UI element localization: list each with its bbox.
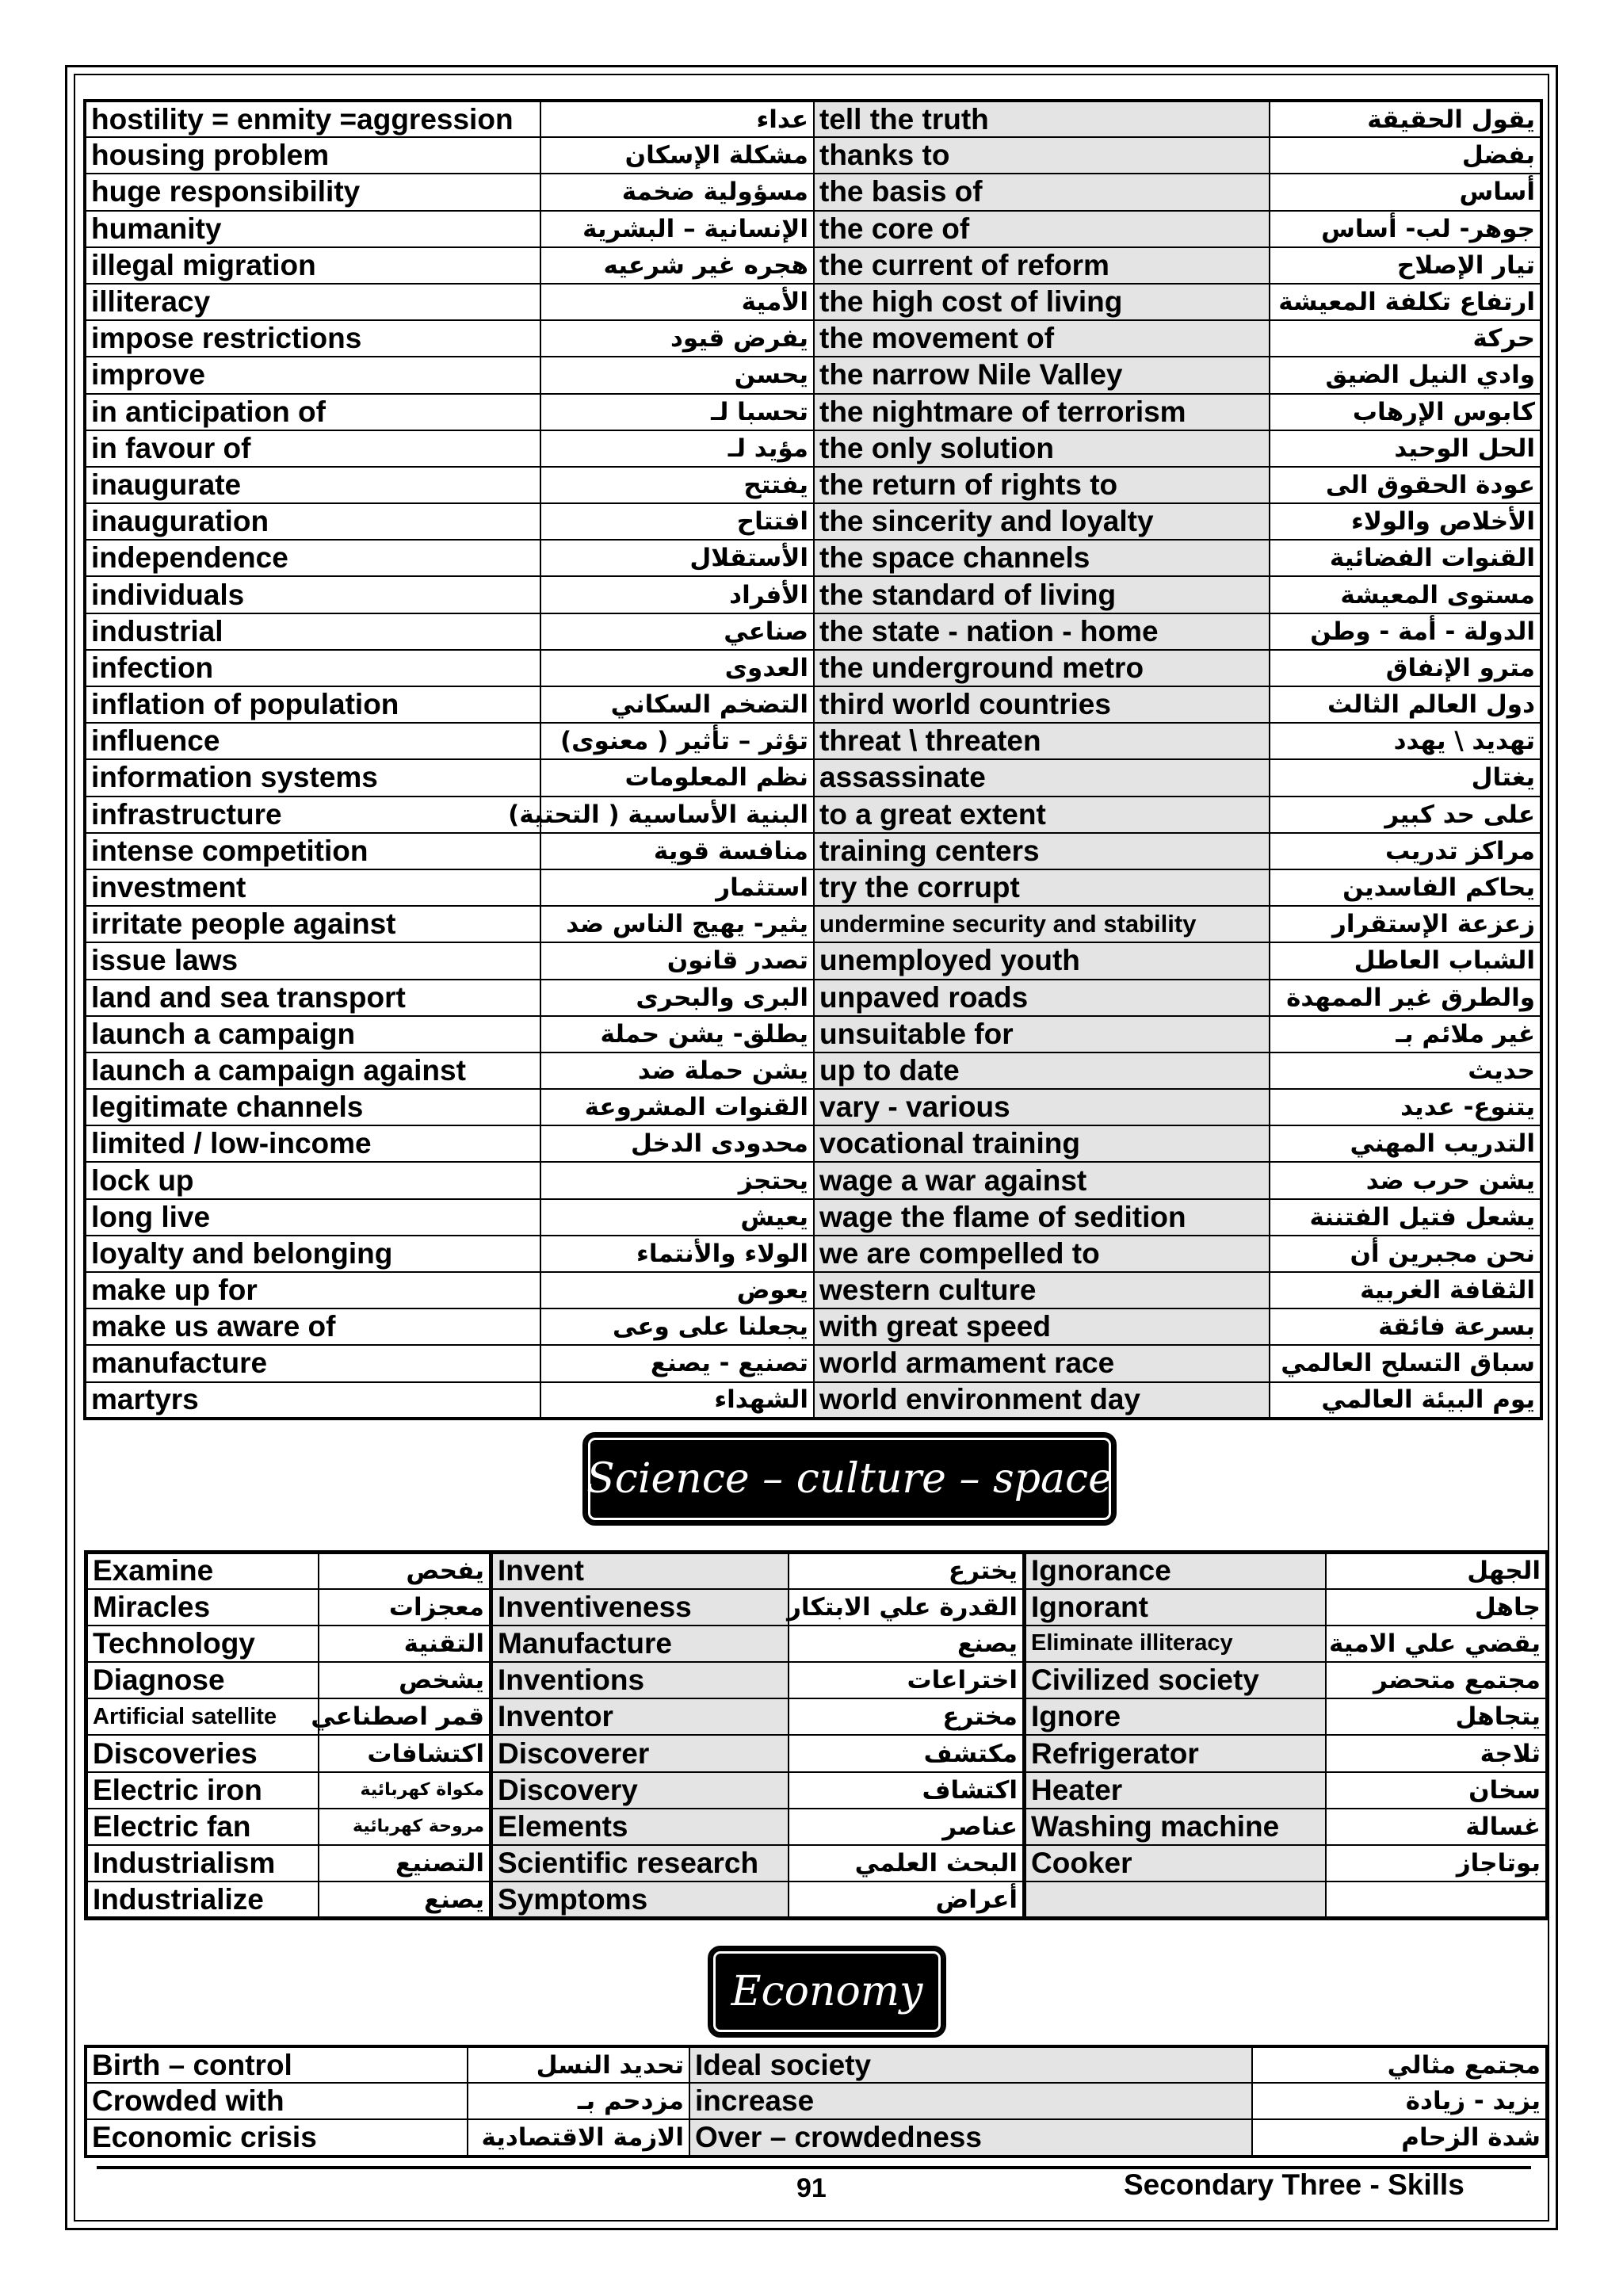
- arabic-translation: هجره غير شرعيه: [540, 247, 814, 284]
- table-row: [85, 247, 1541, 284]
- table-row: [85, 833, 1541, 869]
- english-term: threat \ threaten: [814, 723, 1270, 759]
- arabic-translation: القدرة علي الابتكار: [789, 1589, 1025, 1626]
- english-term: lock up: [85, 1162, 540, 1198]
- english-term: Miracles: [86, 1589, 319, 1626]
- footer-title: Secondary Three - Skills: [1124, 2168, 1465, 2201]
- english-term: Artificial satellite: [86, 1698, 319, 1735]
- arabic-translation: يصنع: [789, 1626, 1025, 1662]
- english-term: increase: [689, 2083, 1252, 2119]
- table-row: [85, 906, 1541, 942]
- arabic-translation: سباق التسلح العالمي: [1270, 1345, 1541, 1381]
- arabic-translation: دول العالم الثالث: [1270, 686, 1541, 723]
- page-number: 91: [796, 2173, 827, 2203]
- english-term: industrial: [85, 613, 540, 650]
- english-term: Economic crisis: [86, 2119, 468, 2156]
- english-term: Scientific research: [491, 1845, 789, 1881]
- arabic-translation: يعوض: [540, 1272, 814, 1308]
- english-term: Symptoms: [491, 1881, 789, 1918]
- english-term: [1025, 1881, 1326, 1918]
- arabic-translation: تصدر قانون: [540, 942, 814, 979]
- english-term: Inventiveness: [491, 1589, 789, 1626]
- arabic-translation: معجزات: [319, 1589, 491, 1626]
- arabic-translation: ثلاجة: [1326, 1735, 1548, 1771]
- english-term: the only solution: [814, 430, 1270, 467]
- english-term: the core of: [814, 211, 1270, 247]
- table-row: [86, 1881, 1548, 1918]
- english-term: tell the truth: [814, 101, 1270, 137]
- english-term: illegal migration: [85, 247, 540, 284]
- science-vocabulary-table: [84, 1550, 1549, 1920]
- english-term: intense competition: [85, 833, 540, 869]
- arabic-translation: صناعي: [540, 613, 814, 650]
- english-term: issue laws: [85, 942, 540, 979]
- english-term: vary - various: [814, 1089, 1270, 1125]
- english-term: world environment day: [814, 1382, 1270, 1419]
- english-term: manufacture: [85, 1345, 540, 1381]
- arabic-translation: وادي النيل الضيق: [1270, 357, 1541, 393]
- arabic-translation: الأخلاص والولاء: [1270, 503, 1541, 540]
- english-term: information systems: [85, 759, 540, 796]
- table-row: [85, 320, 1541, 357]
- arabic-translation: مخترع: [789, 1698, 1025, 1735]
- arabic-translation: [1326, 1881, 1548, 1918]
- arabic-translation: تيار الإصلاح: [1270, 247, 1541, 284]
- arabic-translation: البحث العلمي: [789, 1845, 1025, 1881]
- arabic-translation: العدوى: [540, 650, 814, 686]
- english-term: world armament race: [814, 1345, 1270, 1381]
- table-row: [85, 1382, 1541, 1419]
- arabic-translation: الأفراد: [540, 576, 814, 613]
- vocabulary-table: [83, 99, 1543, 1420]
- table-row: [86, 2119, 1547, 2156]
- arabic-translation: يشخص: [319, 1662, 491, 1698]
- english-term: the movement of: [814, 320, 1270, 357]
- table-row: [85, 686, 1541, 723]
- table-row: [85, 759, 1541, 796]
- english-term: huge responsibility: [85, 174, 540, 210]
- arabic-translation: الثقافة الغربية: [1270, 1272, 1541, 1308]
- arabic-translation: يفتتح: [540, 467, 814, 503]
- english-term: launch a campaign: [85, 1016, 540, 1052]
- arabic-translation: مسؤولية ضخمة: [540, 174, 814, 210]
- arabic-translation: يتجاهل: [1326, 1698, 1548, 1735]
- english-term: inflation of population: [85, 686, 540, 723]
- english-term: humanity: [85, 211, 540, 247]
- section-heading-economy: Economy: [708, 1946, 946, 2038]
- arabic-translation: بوتاجاز: [1326, 1845, 1548, 1881]
- arabic-translation: سخان: [1326, 1772, 1548, 1809]
- arabic-translation: يجعلنا على وعى: [540, 1308, 814, 1345]
- arabic-translation: افتتاح: [540, 503, 814, 540]
- arabic-translation: منافسة قوية: [540, 833, 814, 869]
- arabic-translation: مراكز تدريب: [1270, 833, 1541, 869]
- arabic-translation: يوم البيئة العالمي: [1270, 1382, 1541, 1419]
- english-term: assassinate: [814, 759, 1270, 796]
- english-term: Ignorance: [1025, 1553, 1326, 1589]
- arabic-translation: الولاء والأنتماء: [540, 1236, 814, 1272]
- table-row: [85, 576, 1541, 613]
- arabic-translation: البرى والبحرى: [540, 980, 814, 1016]
- arabic-translation: مشكلة الإسكان: [540, 137, 814, 174]
- english-term: Industrialism: [86, 1845, 319, 1881]
- english-term: martyrs: [85, 1382, 540, 1419]
- arabic-translation: يقول الحقيقة: [1270, 101, 1541, 137]
- english-term: individuals: [85, 576, 540, 613]
- arabic-translation: تهديد \ يهدد: [1270, 723, 1541, 759]
- arabic-translation: مزدحم بـ: [468, 2083, 689, 2119]
- english-term: long live: [85, 1199, 540, 1236]
- arabic-translation: يطلق- يشن حملة: [540, 1016, 814, 1052]
- english-term: Inventor: [491, 1698, 789, 1735]
- arabic-translation: يخترع: [789, 1553, 1025, 1589]
- arabic-translation: مكتشف: [789, 1735, 1025, 1771]
- arabic-translation: جاهل: [1326, 1589, 1548, 1626]
- english-term: the sincerity and loyalty: [814, 503, 1270, 540]
- arabic-translation: يعيش: [540, 1199, 814, 1236]
- english-term: Industrialize: [86, 1881, 319, 1918]
- arabic-translation: يقضي علي الامية: [1326, 1626, 1548, 1662]
- arabic-translation: يحتجز: [540, 1162, 814, 1198]
- table-row: [85, 980, 1541, 1016]
- english-term: inaugurate: [85, 467, 540, 503]
- table-row: [85, 467, 1541, 503]
- economy-vocabulary-table: [84, 2045, 1549, 2158]
- arabic-translation: يثير- يهيج الناس ضد: [540, 906, 814, 942]
- arabic-translation: القنوات المشروعة: [540, 1089, 814, 1125]
- arabic-translation: أعراض: [789, 1881, 1025, 1918]
- english-term: Cooker: [1025, 1845, 1326, 1881]
- english-term: illiteracy: [85, 284, 540, 320]
- english-term: unemployed youth: [814, 942, 1270, 979]
- arabic-translation: البنية الأساسية ( التحتية): [540, 797, 814, 833]
- table-row: [85, 1125, 1541, 1162]
- arabic-translation: يصنع: [319, 1881, 491, 1918]
- arabic-translation: مروحة كهربائية: [319, 1809, 491, 1845]
- arabic-translation: عناصر: [789, 1809, 1025, 1845]
- english-term: Eliminate illiteracy: [1025, 1626, 1326, 1662]
- arabic-translation: زعزعة الإستقرار: [1270, 906, 1541, 942]
- english-term: Manufacture: [491, 1626, 789, 1662]
- table-row: [85, 1308, 1541, 1345]
- english-term: with great speed: [814, 1308, 1270, 1345]
- arabic-translation: تحسبا لـ: [540, 394, 814, 430]
- arabic-translation: الازمة الاقتصادية: [468, 2119, 689, 2156]
- english-term: Inventions: [491, 1662, 789, 1698]
- english-term: Refrigerator: [1025, 1735, 1326, 1771]
- english-term: unpaved roads: [814, 980, 1270, 1016]
- english-term: Examine: [86, 1553, 319, 1589]
- english-term: Civilized society: [1025, 1662, 1326, 1698]
- arabic-translation: محدودى الدخل: [540, 1125, 814, 1162]
- arabic-translation: يزيد - زيادة: [1252, 2083, 1547, 2119]
- arabic-translation: بفضل: [1270, 137, 1541, 174]
- arabic-translation: أساس: [1270, 174, 1541, 210]
- english-term: irritate people against: [85, 906, 540, 942]
- arabic-translation: يفحص: [319, 1553, 491, 1589]
- arabic-translation: يحاكم الفاسدين: [1270, 869, 1541, 906]
- english-term: make us aware of: [85, 1308, 540, 1345]
- table-row: [85, 1236, 1541, 1272]
- arabic-translation: حركة: [1270, 320, 1541, 357]
- arabic-translation: الإنسانية – البشرية: [540, 211, 814, 247]
- arabic-translation: التصنيع: [319, 1845, 491, 1881]
- english-term: Electric iron: [86, 1772, 319, 1809]
- arabic-translation: ارتفاع تكلفة المعيشة: [1270, 284, 1541, 320]
- arabic-translation: جوهر- لب- أساس: [1270, 211, 1541, 247]
- arabic-translation: والطرق غير الممهدة: [1270, 980, 1541, 1016]
- english-term: wage the flame of sedition: [814, 1199, 1270, 1236]
- english-term: improve: [85, 357, 540, 393]
- arabic-translation: استثمار: [540, 869, 814, 906]
- english-term: the underground metro: [814, 650, 1270, 686]
- arabic-translation: يتنوع- عديد: [1270, 1089, 1541, 1125]
- table-row: [85, 1052, 1541, 1089]
- arabic-translation: نظم المعلومات: [540, 759, 814, 796]
- table-row: [85, 137, 1541, 174]
- english-term: training centers: [814, 833, 1270, 869]
- arabic-translation: يغتال: [1270, 759, 1541, 796]
- english-term: the standard of living: [814, 576, 1270, 613]
- table-row: [85, 797, 1541, 833]
- table-row: [85, 1199, 1541, 1236]
- english-term: legitimate channels: [85, 1089, 540, 1125]
- arabic-translation: التضخم السكاني: [540, 686, 814, 723]
- english-term: limited / low-income: [85, 1125, 540, 1162]
- arabic-translation: تؤثر – تأثير ( معنوى): [540, 723, 814, 759]
- english-term: Diagnose: [86, 1662, 319, 1698]
- table-row: [85, 1345, 1541, 1381]
- english-term: loyalty and belonging: [85, 1236, 540, 1272]
- table-row: [86, 2083, 1547, 2119]
- english-term: Birth – control: [86, 2046, 468, 2083]
- table-row: [85, 284, 1541, 320]
- arabic-translation: بسرعة فائقة: [1270, 1308, 1541, 1345]
- table-row: [85, 1162, 1541, 1198]
- english-term: Heater: [1025, 1772, 1326, 1809]
- english-term: the high cost of living: [814, 284, 1270, 320]
- arabic-translation: الجهل: [1326, 1553, 1548, 1589]
- arabic-translation: نحن مجبرين أن: [1270, 1236, 1541, 1272]
- table-row: [85, 174, 1541, 210]
- arabic-translation: الأستقلال: [540, 540, 814, 576]
- english-term: Washing machine: [1025, 1809, 1326, 1845]
- arabic-translation: القنوات الفضائية: [1270, 540, 1541, 576]
- english-term: the state - nation - home: [814, 613, 1270, 650]
- english-term: influence: [85, 723, 540, 759]
- table-row: [86, 1772, 1548, 1809]
- english-term: the current of reform: [814, 247, 1270, 284]
- english-term: infection: [85, 650, 540, 686]
- table-row: [86, 1845, 1548, 1881]
- arabic-translation: مستوى المعيشة: [1270, 576, 1541, 613]
- arabic-translation: الحل الوحيد: [1270, 430, 1541, 467]
- english-term: Elements: [491, 1809, 789, 1845]
- arabic-translation: مكواة كهربائية: [319, 1772, 491, 1809]
- english-term: launch a campaign against: [85, 1052, 540, 1089]
- english-term: third world countries: [814, 686, 1270, 723]
- table-row: [85, 211, 1541, 247]
- table-row: [85, 430, 1541, 467]
- section-heading-science: Science – culture – space: [582, 1432, 1117, 1526]
- table-row: [85, 394, 1541, 430]
- table-row: [86, 1589, 1548, 1626]
- english-term: Technology: [86, 1626, 319, 1662]
- english-term: in favour of: [85, 430, 540, 467]
- english-term: the basis of: [814, 174, 1270, 210]
- table-row: [86, 1553, 1548, 1589]
- english-term: Discoveries: [86, 1735, 319, 1771]
- table-row: [85, 1089, 1541, 1125]
- table-row: [85, 723, 1541, 759]
- english-term: independence: [85, 540, 540, 576]
- english-term: investment: [85, 869, 540, 906]
- english-term: Ideal society: [689, 2046, 1252, 2083]
- english-term: Discoverer: [491, 1735, 789, 1771]
- table-row: [85, 540, 1541, 576]
- english-term: we are compelled to: [814, 1236, 1270, 1272]
- arabic-translation: يشن حملة ضد: [540, 1052, 814, 1089]
- table-row: [85, 101, 1541, 137]
- english-term: Discovery: [491, 1772, 789, 1809]
- english-term: to a great extent: [814, 797, 1270, 833]
- english-term: Crowded with: [86, 2083, 468, 2119]
- table-row: [86, 1662, 1548, 1698]
- arabic-translation: مؤيد لـ: [540, 430, 814, 467]
- table-row: [86, 1698, 1548, 1735]
- english-term: up to date: [814, 1052, 1270, 1089]
- arabic-translation: يحسن: [540, 357, 814, 393]
- table-row: [85, 357, 1541, 393]
- table-row: [86, 2046, 1547, 2083]
- english-term: the nightmare of terrorism: [814, 394, 1270, 430]
- english-term: unsuitable for: [814, 1016, 1270, 1052]
- table-row: [85, 613, 1541, 650]
- english-term: in anticipation of: [85, 394, 540, 430]
- english-term: vocational training: [814, 1125, 1270, 1162]
- arabic-translation: تصنيع - يصنع: [540, 1345, 814, 1381]
- arabic-translation: اكتشافات: [319, 1735, 491, 1771]
- english-term: undermine security and stability: [814, 906, 1270, 942]
- table-row: [86, 1735, 1548, 1771]
- arabic-translation: عودة الحقوق الى: [1270, 467, 1541, 503]
- english-term: wage a war against: [814, 1162, 1270, 1198]
- arabic-translation: غير ملائم بـ: [1270, 1016, 1541, 1052]
- table-row: [85, 942, 1541, 979]
- english-term: inauguration: [85, 503, 540, 540]
- table-row: [86, 1626, 1548, 1662]
- english-term: make up for: [85, 1272, 540, 1308]
- english-term: western culture: [814, 1272, 1270, 1308]
- arabic-translation: مجتمع متحضر: [1326, 1662, 1548, 1698]
- arabic-translation: قمر اصطناعي: [319, 1698, 491, 1735]
- table-row: [85, 869, 1541, 906]
- arabic-translation: عداء: [540, 101, 814, 137]
- arabic-translation: اختراعات: [789, 1662, 1025, 1698]
- english-term: try the corrupt: [814, 869, 1270, 906]
- english-term: housing problem: [85, 137, 540, 174]
- arabic-translation: الأمية: [540, 284, 814, 320]
- english-term: infrastructure: [85, 797, 540, 833]
- arabic-translation: غسالة: [1326, 1809, 1548, 1845]
- english-term: Invent: [491, 1553, 789, 1589]
- english-term: hostility = enmity =aggression: [85, 101, 540, 137]
- english-term: the space channels: [814, 540, 1270, 576]
- arabic-translation: يفرض قيود: [540, 320, 814, 357]
- table-row: [86, 1809, 1548, 1845]
- arabic-translation: الشباب العاطل: [1270, 942, 1541, 979]
- table-row: [85, 503, 1541, 540]
- arabic-translation: اكتشاف: [789, 1772, 1025, 1809]
- arabic-translation: يشن حرب ضد: [1270, 1162, 1541, 1198]
- arabic-translation: على حد كبير: [1270, 797, 1541, 833]
- arabic-translation: الشهداء: [540, 1382, 814, 1419]
- english-term: the narrow Nile Valley: [814, 357, 1270, 393]
- english-term: Electric fan: [86, 1809, 319, 1845]
- table-row: [85, 1016, 1541, 1052]
- english-term: thanks to: [814, 137, 1270, 174]
- english-term: Ignore: [1025, 1698, 1326, 1735]
- english-term: Over – crowdedness: [689, 2119, 1252, 2156]
- arabic-translation: التقنية: [319, 1626, 491, 1662]
- english-term: the return of rights to: [814, 467, 1270, 503]
- english-term: Ignorant: [1025, 1589, 1326, 1626]
- arabic-translation: مجتمع مثالي: [1252, 2046, 1547, 2083]
- english-term: impose restrictions: [85, 320, 540, 357]
- arabic-translation: التدريب المهني: [1270, 1125, 1541, 1162]
- arabic-translation: الدولة - أمة - وطن: [1270, 613, 1541, 650]
- arabic-translation: يشعل فتيل الفتننة: [1270, 1199, 1541, 1236]
- arabic-translation: كابوس الإرهاب: [1270, 394, 1541, 430]
- table-row: [85, 1272, 1541, 1308]
- arabic-translation: حديث: [1270, 1052, 1541, 1089]
- arabic-translation: شدة الزحام: [1252, 2119, 1547, 2156]
- table-row: [85, 650, 1541, 686]
- arabic-translation: تحديد النسل: [468, 2046, 689, 2083]
- arabic-translation: مترو الإنفاق: [1270, 650, 1541, 686]
- english-term: land and sea transport: [85, 980, 540, 1016]
